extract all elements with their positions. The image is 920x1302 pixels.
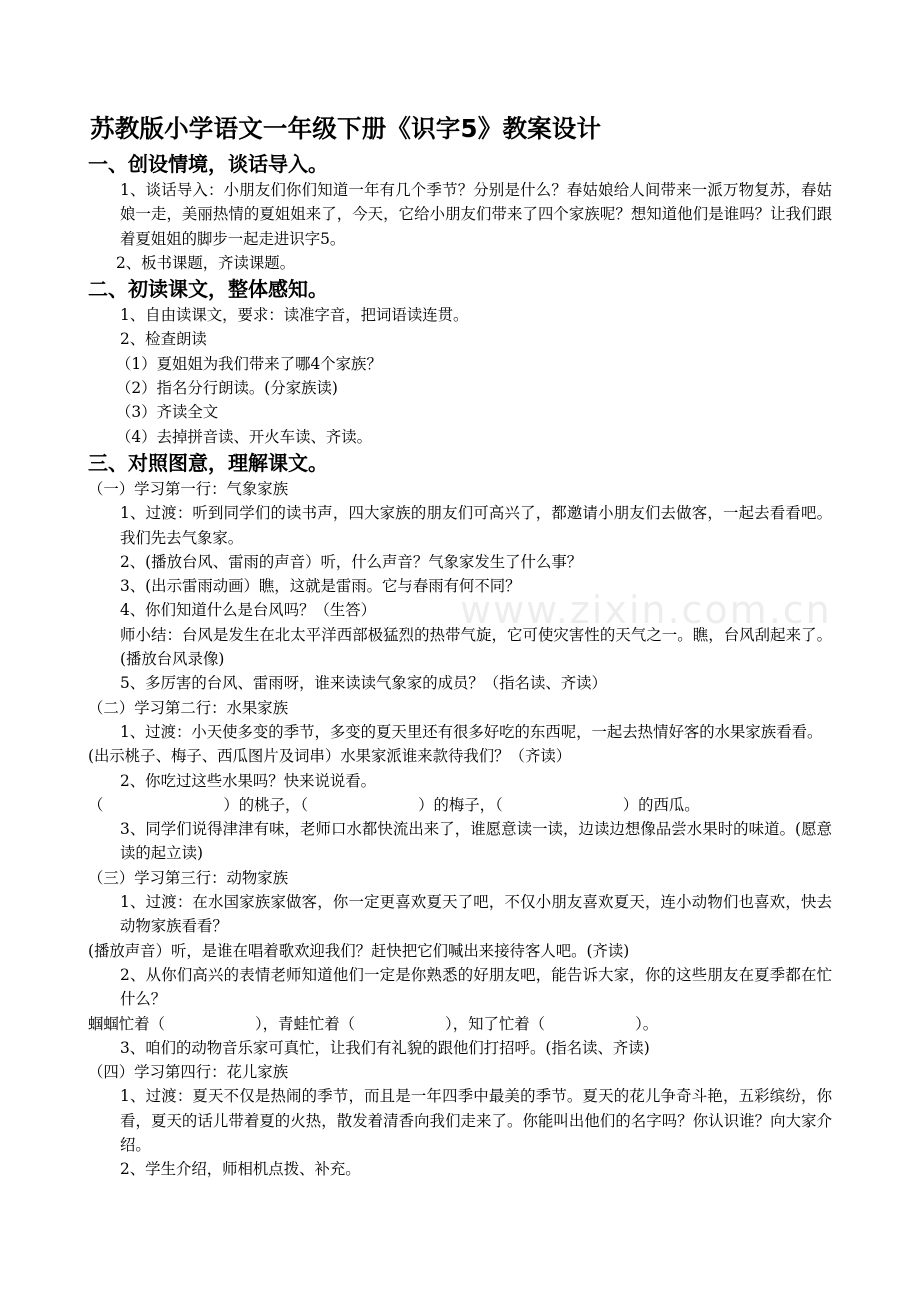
section-2-heading: 二、初读课文，整体感知。 — [88, 277, 328, 302]
list-item: （2）指名分行朗读。(分家族读) — [116, 379, 338, 398]
paragraph: 2、板书课题，齐读课题。 — [116, 253, 296, 272]
blank-text: 蝈蝈忙着（ — [88, 1014, 165, 1033]
section-1-heading: 一、创设情境，谈话导入。 — [88, 152, 328, 176]
subsection-title: （二）学习第二行：水果家族 — [88, 698, 289, 717]
fill-in-blank-line — [88, 793, 832, 817]
paragraph: 3、咱们的动物音乐家可真忙，让我们有礼貌的跟他们打招呼。(指名读、齐读) — [120, 1038, 650, 1057]
blank-open: （ — [88, 795, 104, 814]
blank-text: ）的桃子，（ — [223, 795, 309, 814]
blank-text: ），青蛙忙着（ — [254, 1014, 356, 1033]
fill-in-blank-line — [88, 1012, 832, 1036]
paragraph: 1、谈话导入：小朋友们你们知道一年有几个季节？分别是什么？春姑娘给人间带来一派万物复苏，春姑娘一走，美丽热情的夏姐姐来了，今天，它给小朋友们带来了四个家族呢？想知道他们是谁吗？让我们跟着夏姐姐的脚步一起走进识字5。 — [120, 181, 832, 248]
blank-text: ），知了忙着（ — [445, 1014, 546, 1033]
paragraph: 1、过渡：小天使多变的季节，多变的夏天里还有很多好吃的东西呢，一起去热情好客的水果家族看看。 — [120, 722, 823, 741]
subsection-title: （一）学习第一行：气象家族 — [88, 479, 289, 498]
paragraph: 3、(出示雷雨动画）瞧，这就是雷雨。它与春雨有何不同？ — [120, 577, 521, 596]
blank-text: ）。 — [635, 1014, 659, 1033]
list-item: （1）夏姐姐为我们带来了哪4个家族？ — [116, 354, 382, 373]
paragraph: (出示桃子、梅子、西瓜图片及词串）水果家派谁来款待我们？（齐读） — [88, 747, 572, 766]
watermark: www.zixin.com.cn — [460, 588, 832, 632]
blank-text: ）的梅子，（ — [418, 795, 503, 814]
paragraph: 2、你吃过这些水果吗？快来说说看。 — [120, 771, 377, 790]
paragraph: 1、过渡：夏天不仅是热闹的季节，而且是一年四季中最美的季节。夏天的花儿争奇斗艳，五彩缤纷，你看，夏天的话儿带着夏的火热，散发着清香向我们走来了。你能叫出他们的名字吗？你认识谁？向大家介绍。 — [120, 1087, 832, 1154]
paragraph: 1、过渡：在水国家族家做客，你一定更喜欢夏天了吧，不仅小朋友喜欢夏天，连小动物们也喜欢，快去动物家族看看？ — [120, 893, 832, 936]
paragraph: 5、多厉害的台风、雷雨呀，谁来读读气象家的成员？（指名读、齐读） — [120, 674, 607, 693]
blank-text: ）的西瓜。 — [622, 795, 700, 814]
paragraph: 2、从你们高兴的表情老师知道他们一定是你熟悉的好朋友吧，能告诉大家，你的这些朋友在夏季都在忙什么？ — [120, 965, 832, 1009]
document-title: 苏教版小学语文一年级下册《识字5》教案设计 — [90, 114, 602, 143]
paragraph: 4、你们知道什么是台风吗？（生答） — [120, 601, 377, 620]
list-item: （4）去掉拼音读、开火车读、齐读。 — [116, 427, 373, 446]
paragraph: 2、学生介绍，师相机点拨、补充。 — [120, 1160, 361, 1179]
paragraph: 2、(播放台风、雷雨的声音）听，什么声音？气象家发生了什么事？ — [120, 552, 583, 571]
paragraph: (播放声音）听，是谁在唱着歌欢迎我们？赶快把它们喊出来接待客人吧。(齐读) — [88, 941, 630, 960]
paragraph: 1、自由读课文，要求：读准字音，把词语读连贯。 — [120, 306, 469, 325]
paragraph: 3、同学们说得津津有味，老师口水都快流出来了，谁愿意读一读，边读边想像品尝水果时的味道。(愿意读的起立读) — [120, 820, 832, 863]
paragraph: 1、过渡：听到同学们的读书声，四大家族的朋友们可高兴了，都邀请小朋友们去做客，一起去看看吧。我们先去气象家。 — [120, 504, 832, 547]
subsection-title: （四）学习第四行：花儿家族 — [88, 1063, 289, 1082]
subsection-title: （三）学习第三行：动物家族 — [88, 868, 289, 887]
list-item: （3）齐读全文 — [116, 403, 219, 422]
paragraph: 2、检查朗读 — [120, 330, 207, 349]
paragraph: 师小结：台风是发生在北太平洋西部极猛烈的热带气旋，它可使灾害性的天气之一。瞧，台风刮起来了。(播放台风录像) — [120, 625, 832, 669]
section-3-heading: 三、对照图意，理解课文。 — [88, 450, 328, 475]
